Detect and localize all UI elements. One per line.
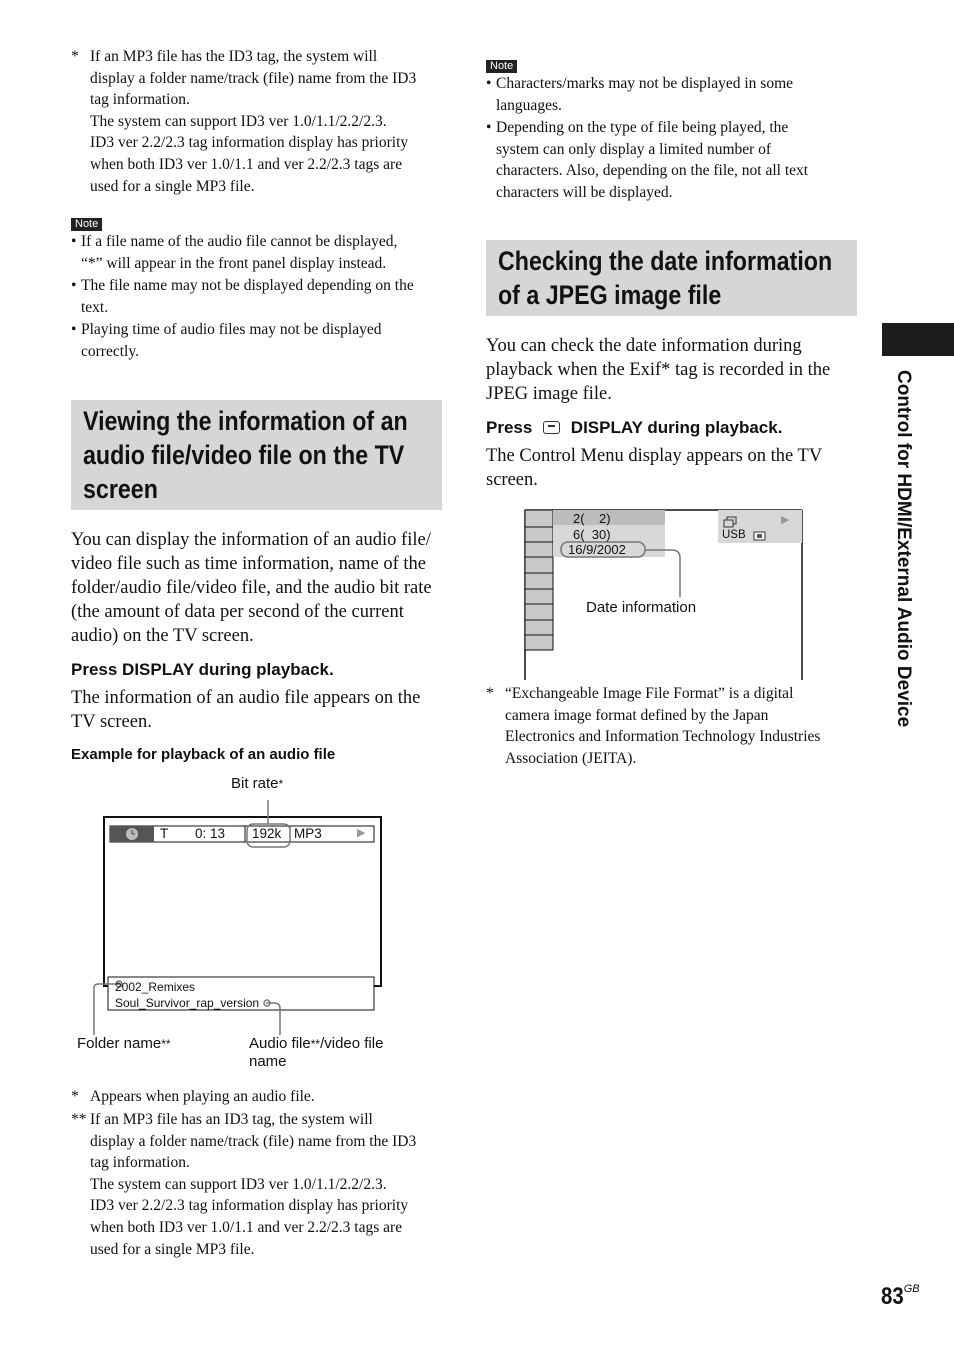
footnote-line: display a folder name/track (file) name from the ID3 [90, 69, 417, 87]
footnote-line: when both ID3 ver 1.0/1.1 and ver 2.2/2.3 tags are [90, 155, 403, 173]
heading-line: of a JPEG image file [498, 280, 722, 310]
jpeg-intro-paragraph: You can check the date information during playback when the Exif* tag is recorded in the JPEG image file. [486, 336, 831, 404]
press-display-instruction-jpeg: Press DISPLAY during playback. [486, 418, 783, 437]
format-value: MP3 [294, 826, 322, 841]
footnote-line: The system can support ID3 ver 1.0/1.1/2.2/2.3. [90, 112, 387, 130]
note-item: • Depending on the type of file being played, the system can only display a limited number of characters. Also, depending on the file, not all text characters will be displayed. [486, 117, 856, 203]
press-display-instruction: Press DISPLAY during playback. [71, 660, 334, 679]
audio-footnote-2: ** If an MP3 file has an ID3 tag, the system will display a folder name/track (file) name from the ID3 tag information. The system can support ID3 ver 1.0/1.1/2.2/2.3. ID3 ver 2.2/2.3 tag information display has priority when both ID3 ver 1.0/1.1 and ver 2.2/2.3 tags are used for a single MP3 file. [71, 1111, 417, 1258]
section-heading-jpeg [486, 240, 857, 316]
top-id3-footnote [71, 46, 451, 197]
footnote-line: tag information. [90, 91, 190, 109]
note-badge-left: Note [71, 214, 102, 232]
note-list-left [71, 231, 451, 364]
play-icon: ▶ [357, 827, 366, 839]
note-item: • Playing time of audio files may not be displayed correctly. [71, 319, 451, 362]
bitrate-value: 192k [252, 826, 282, 841]
audio-result-paragraph: The information of an audio file appears on the TV screen. [71, 688, 421, 732]
file-name-callout-label: Audio file**/video file name [249, 1035, 384, 1070]
play-icon: ▶ [781, 514, 790, 526]
jpeg-diagram-lines [520, 505, 810, 685]
note-item: • If a file name of the audio file cannot be displayed, “*” will appear in the front panel display instead. [71, 231, 451, 274]
date-value: 16/9/2002 [568, 542, 626, 557]
chapter-side-title: Control for HDMI/External Audio Device [893, 370, 914, 728]
audio-intro-paragraph: You can display the information of an audio file/ video file such as time information, name of the folder/audio file/video file, and the audio bit rate (the amount of data per second of the current audio) on the TV screen. [71, 530, 432, 646]
audio-footnote-1: * Appears when playing an audio file. [71, 1088, 315, 1105]
note-item: • Characters/marks may not be displayed in some languages. [486, 73, 856, 116]
bitrate-callout-label: Bit rate* [231, 775, 284, 792]
note-item: • The file name may not be displayed depending on the text. [71, 275, 451, 318]
elapsed-time: 0: 13 [195, 826, 226, 841]
section-heading-audio [71, 400, 442, 510]
date-information-callout-label: Date information [586, 599, 697, 616]
track-count: 2( 2) [573, 511, 611, 526]
chapter-tab-marker [882, 323, 954, 356]
heading-line: audio file/video file on the TV [83, 440, 405, 470]
file-name-value: Soul_Survivor_rap_version [115, 996, 260, 1010]
usb-label: USB [722, 529, 746, 541]
folder-name-callout-label: Folder name** [77, 1035, 171, 1052]
footnote-line: ID3 ver 2.2/2.3 tag information display has priority [90, 134, 409, 152]
folder-name-value: 2002_Remixes [115, 980, 196, 994]
jpeg-result-paragraph: The Control Menu display appears on the TV screen. [486, 446, 823, 490]
footnote-line: used for a single MP3 file. [90, 177, 255, 195]
control-menu-icon-column [525, 510, 553, 650]
heading-line: Checking the date information [498, 246, 833, 276]
exif-footnote: * “Exchangeable Image File Format” is a digital camera image format defined by the Japan Electronics and Information Technology Industries Association (JEITA). [486, 685, 821, 767]
footnote-mark: * [71, 48, 79, 65]
page-number: $83^{GB}$ [881, 1283, 920, 1310]
note-badge-right: Note [486, 56, 517, 74]
note-list-right [486, 73, 856, 205]
heading-line: Viewing the information of an [83, 406, 408, 436]
file-count: 6( 30) [573, 527, 611, 542]
track-letter: T [160, 826, 169, 841]
display-button-icon [543, 421, 560, 434]
example-heading: Example for playback of an audio file [71, 746, 336, 763]
footnote-line: If an MP3 file has the ID3 tag, the system will [90, 48, 378, 65]
heading-line: screen [83, 474, 158, 504]
